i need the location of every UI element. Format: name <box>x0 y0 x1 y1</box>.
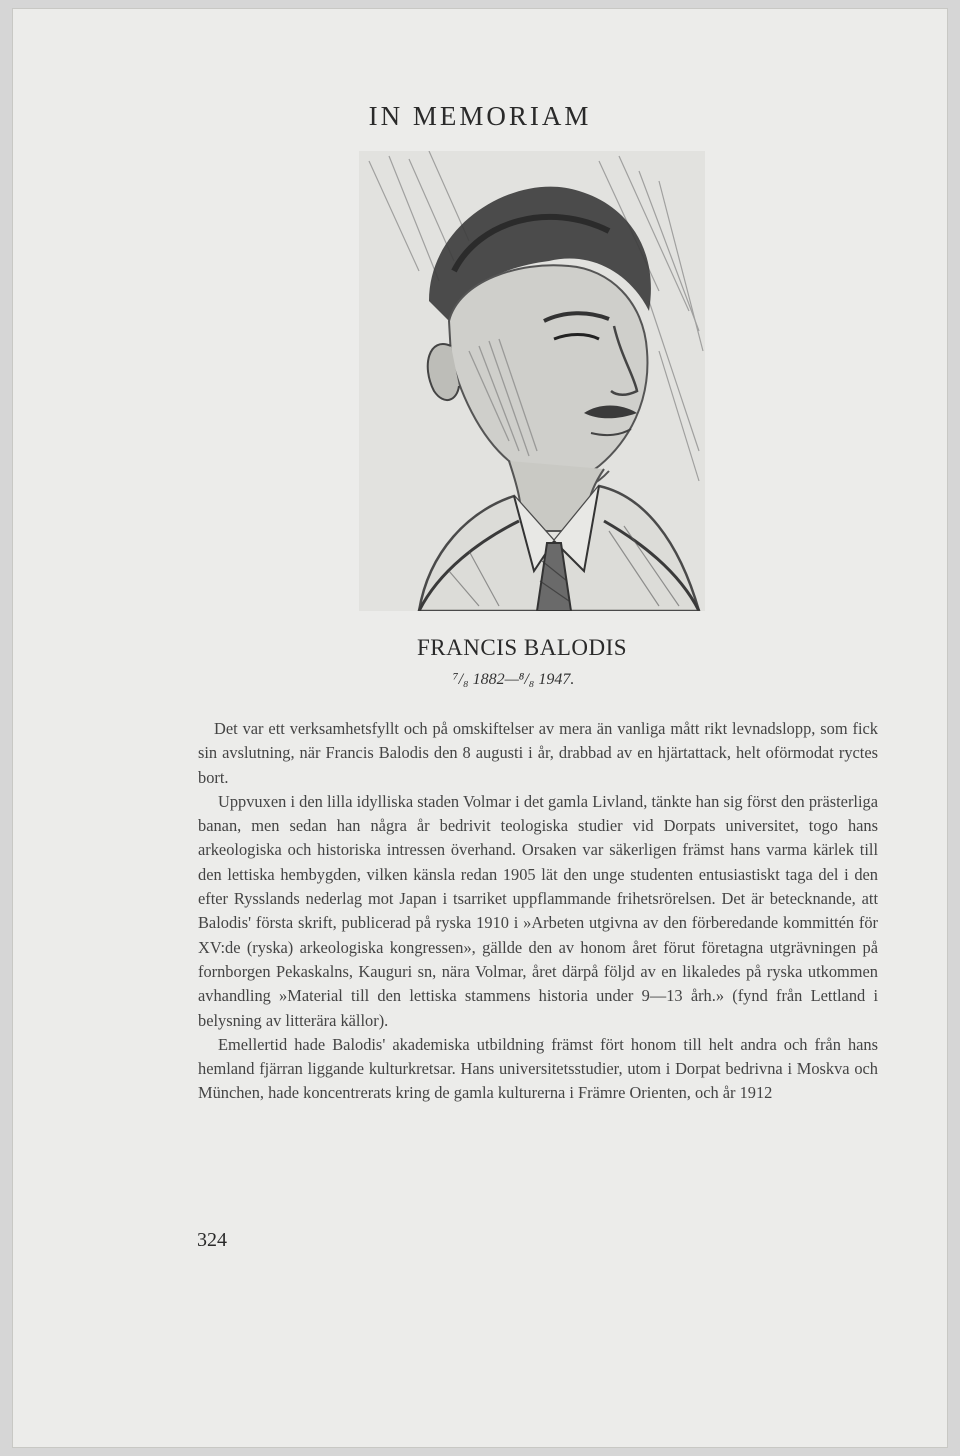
document-page <box>12 8 948 1448</box>
paragraph: Emellertid hade Balodis' akademiska utbildning främst fört honom till helt andra och från hans hemland fjärran liggande kulturkretsar. Hans universitetsstudier, utom i Dorpat bedrivna i Moskva och München, hade koncentrerats kring de gamla kulturerna i Främre Orienten, och år 1912 <box>198 1034 878 1103</box>
page-header: IN MEMORIAM <box>368 101 592 131</box>
article-body <box>198 717 878 1106</box>
subject-name: FRANCIS BALODIS <box>417 635 628 660</box>
page-number: 324 <box>197 1229 227 1251</box>
paragraph: Uppvuxen i den lilla idylliska staden Volmar i det gamla Livland, tänkte han sig först den prästerliga banan, men sedan han några år bedrivit teologiska studier vid Dorpats universitet, togo hans arkeologiska och historiska intressen överhand. Orsaken var säkerligen främst hans varma kärlek till den lettiska hembygden, vilken känsla redan 1905 lät den unge studenten entusiastiskt taga del i den efter Rysslands nederlag mot Japan i tsarriket uppflammande frihetsrörelsen. Det är betecknande, att Balodis' första skrift, publicerad på ryska 1910 i »Arbeten utgivna av den förberedande kommittén för XV:de (ryska) arkeologiska kongressen», gällde den av honom året förut företagna utgrävningen på fornborgen Pekaskalns, Kauguri sn, nära Volmar, året därpå följd av en likaledes på ryska utkommen avhandling »Material till den lettiska stammens historia under 9—13 årh.» (fynd från Lettland i belysning av litterära källor). <box>198 791 878 1030</box>
paragraph: Det var ett verksamhetsfyllt och på omskiftelser av mera än vanliga mått rikt levnadslopp, som fick sin avslutning, när Francis Balodis den 8 augusti i år, drabbad av en hjärtattack, helt oförmodat ryctes bort. <box>198 719 878 787</box>
portrait-sketch-image <box>359 151 705 611</box>
subject-dates: ⁷/₈ 1882—⁸/₈ 1947. <box>453 671 575 688</box>
